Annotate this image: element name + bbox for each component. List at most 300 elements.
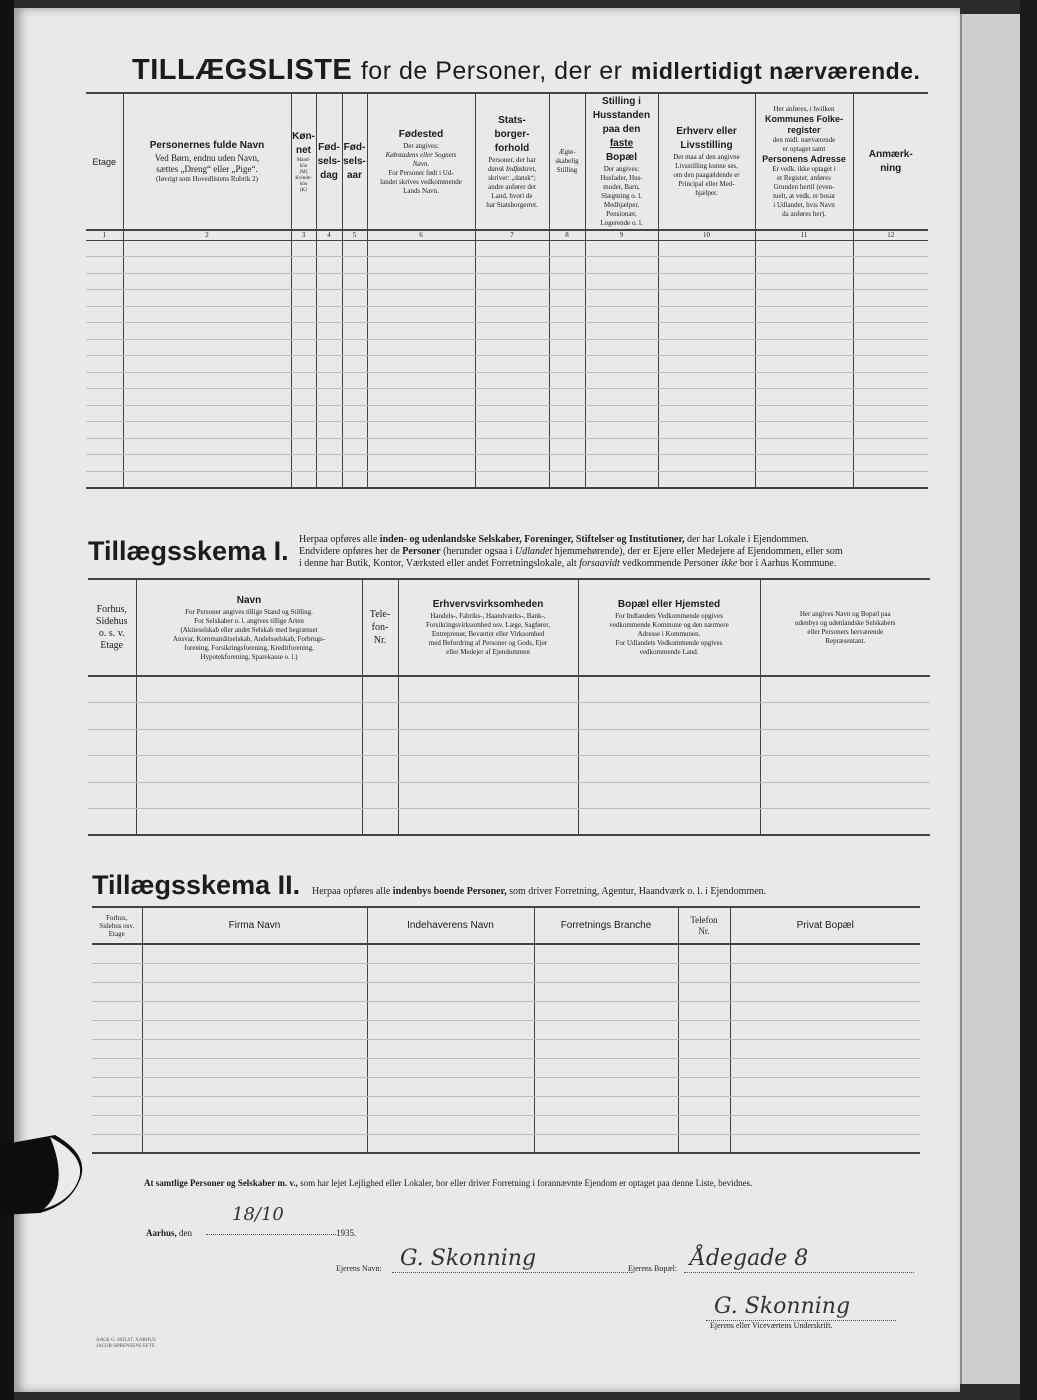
main-table-cell — [86, 290, 123, 307]
main-table-cell — [342, 372, 367, 389]
main-table-cell — [853, 306, 928, 323]
main-table-cell — [342, 240, 367, 257]
main-table-cell — [585, 339, 658, 356]
skema1-table-cell — [760, 809, 930, 836]
main-table-cell — [853, 273, 928, 290]
skema2-table-row — [92, 1020, 920, 1039]
col-birthyear: Fød- sels- aar — [342, 94, 367, 230]
main-table-cell — [342, 422, 367, 439]
skema1-table-cell — [398, 703, 578, 730]
skema2-table-cell — [142, 1001, 367, 1020]
main-table-cell — [367, 257, 475, 274]
main-table-cell — [123, 290, 291, 307]
main-table-cell — [291, 372, 316, 389]
skema1-table-cell — [136, 703, 362, 730]
skema2-table-cell — [92, 1134, 142, 1153]
main-table-cell — [475, 389, 549, 406]
main-table-cell — [342, 471, 367, 488]
main-table-cell — [367, 405, 475, 422]
col-birthplace: Fødested Der angives: Købstadens eller Sognets Navn. For Personer født i Ud- landet skrives vedkommende Lands Navn. — [367, 94, 475, 230]
skema2-table-cell — [367, 1134, 534, 1153]
skema2-table-cell — [730, 1096, 920, 1115]
binder-clip-icon — [0, 1135, 90, 1215]
col-gender: Køn- net Mand- kön (M) Kvinde- kön (K) — [291, 94, 316, 230]
main-table-cell — [316, 405, 342, 422]
main-table-cell — [853, 290, 928, 307]
main-table-cell — [853, 240, 928, 257]
main-table-cell — [658, 356, 755, 373]
main-table-cell — [585, 422, 658, 439]
main-table-row — [86, 356, 928, 373]
main-table-cell — [316, 257, 342, 274]
skema2-table-cell — [730, 1039, 920, 1058]
main-table-cell — [86, 356, 123, 373]
main-table-cell — [86, 405, 123, 422]
skema2-table-cell — [92, 1058, 142, 1077]
main-table-cell — [342, 257, 367, 274]
skema2-table-cell — [730, 1058, 920, 1077]
main-table-cell — [86, 240, 123, 257]
main-table-cell — [755, 257, 853, 274]
col-register: Her anføres, i hvilken Kommunes Folke- register den midl. nærværende er optaget samt Personens Adresse Er vedk. ikke optaget i et Register, anføres Grunden hertil (even- tuelt, at vedk. er bosat i Udlandet, hvis Navn da anføres her). — [755, 94, 853, 230]
skema2-table-cell — [92, 1020, 142, 1039]
main-table-cell — [853, 389, 928, 406]
main-table-row — [86, 290, 928, 307]
skema1-table-body — [88, 676, 930, 835]
main-table-cell — [342, 455, 367, 472]
main-table-cell — [475, 372, 549, 389]
main-table-cell — [549, 438, 585, 455]
main-table-cell — [475, 455, 549, 472]
skema1-table-cell — [760, 756, 930, 783]
main-table-row — [86, 372, 928, 389]
skema2-table-cell — [730, 1020, 920, 1039]
col-citizenship: Stats- borger- forhold Personer, der har dansk Indfødsret, skriver: „dansk“; andre anfører det Land, hvori de har Statsborgerret. — [475, 94, 549, 230]
owner-name-handwritten: G. Skonning — [400, 1246, 537, 1271]
main-table-cell — [123, 306, 291, 323]
skema1-table — [88, 580, 930, 836]
skema2-table-cell — [367, 963, 534, 982]
main-table-cell — [367, 306, 475, 323]
signature-handwritten: G. Skonning — [714, 1294, 851, 1319]
skema1-table-cell — [578, 809, 760, 836]
main-table-cell — [342, 306, 367, 323]
main-table-cell — [291, 356, 316, 373]
skema1-table-cell — [362, 809, 398, 836]
skema1-table-cell — [398, 676, 578, 703]
s2-col-floor: Forhus, Sidehus osv. Etage — [92, 908, 142, 944]
skema2-table-cell — [142, 1115, 367, 1134]
main-table-cell — [123, 273, 291, 290]
main-table-cell — [658, 306, 755, 323]
skema2-table-cell — [730, 1134, 920, 1153]
skema2-table-cell — [534, 1115, 678, 1134]
skema1-table-cell — [578, 782, 760, 809]
main-table-cell — [291, 422, 316, 439]
main-table-row — [86, 405, 928, 422]
skema2-table-cell — [678, 963, 730, 982]
main-table-cell — [853, 323, 928, 340]
main-table — [86, 94, 928, 489]
main-table-cell — [86, 323, 123, 340]
main-table-cell — [316, 372, 342, 389]
main-table-cell — [367, 422, 475, 439]
skema1-table-cell — [362, 756, 398, 783]
skema2-table-cell — [367, 1096, 534, 1115]
main-table-cell — [658, 405, 755, 422]
main-table-cell — [585, 240, 658, 257]
skema2-table-cell — [678, 944, 730, 963]
main-table-cell — [755, 273, 853, 290]
main-table-row — [86, 257, 928, 274]
main-table-cell — [755, 323, 853, 340]
skema2-description: Herpaa opføres alle indenbys boende Personer, som driver Forretning, Agentur, Haandværk o. l. i Ejendommen. — [312, 886, 767, 897]
main-table-cell — [755, 405, 853, 422]
main-table-cell — [342, 389, 367, 406]
main-table-cell — [755, 339, 853, 356]
main-table-cell — [316, 273, 342, 290]
main-table-cell — [316, 356, 342, 373]
main-table-cell — [316, 438, 342, 455]
main-table-cell — [475, 306, 549, 323]
main-table-cell — [585, 438, 658, 455]
main-table-cell — [123, 323, 291, 340]
main-table-row — [86, 273, 928, 290]
skema2-table-row — [92, 1096, 920, 1115]
skema2-table-cell — [534, 982, 678, 1001]
skema2-table-cell — [678, 1134, 730, 1153]
skema2-table-cell — [92, 1115, 142, 1134]
skema2-table-body — [92, 944, 920, 1153]
skema1-table-cell — [760, 676, 930, 703]
main-table-cell — [123, 356, 291, 373]
main-table-cell — [291, 389, 316, 406]
skema2-table-cell — [678, 1096, 730, 1115]
main-table-row — [86, 438, 928, 455]
main-table-body — [86, 240, 928, 488]
skema2-table-cell — [730, 944, 920, 963]
skema2-table-cell — [367, 1039, 534, 1058]
skema2-title: Tillægsskema II. — [92, 870, 301, 900]
main-table-cell — [123, 471, 291, 488]
year: 1935. — [336, 1228, 357, 1238]
skema2-table-cell — [534, 1077, 678, 1096]
skema2-table-cell — [142, 982, 367, 1001]
s1-col-phone: Tele- fon- Nr. — [362, 580, 398, 676]
skema1-table-cell — [398, 809, 578, 836]
main-table-cell — [123, 455, 291, 472]
skema2-table-cell — [730, 1001, 920, 1020]
main-table-cell — [658, 273, 755, 290]
skema1-table-cell — [88, 756, 136, 783]
title-semi: midlertidigt nærværende. — [631, 58, 921, 84]
skema2-table-cell — [534, 1058, 678, 1077]
main-table-cell — [291, 438, 316, 455]
skema2-table-cell — [142, 1039, 367, 1058]
skema2-table-cell — [678, 1020, 730, 1039]
den-label: den — [179, 1228, 193, 1238]
skema1-table-cell — [136, 676, 362, 703]
main-table-row — [86, 471, 928, 488]
skema1-table-cell — [362, 729, 398, 756]
skema1-table-cell — [136, 729, 362, 756]
main-table-cell — [291, 455, 316, 472]
skema1-table-cell — [760, 729, 930, 756]
main-table-cell — [367, 323, 475, 340]
main-table-cell — [585, 273, 658, 290]
main-table-cell — [475, 405, 549, 422]
main-table-cell — [367, 455, 475, 472]
main-table-cell — [291, 306, 316, 323]
main-table-cell — [342, 290, 367, 307]
main-table-cell — [475, 471, 549, 488]
col-name: Personernes fulde Navn Ved Børn, endnu uden Navn, sættes „Dreng“ eller „Pige“. (Iøvrigt som Hovedlistens Rubrik 2) — [123, 94, 291, 230]
main-table-row — [86, 455, 928, 472]
skema1-table-cell — [88, 676, 136, 703]
skema2-table — [92, 908, 920, 1154]
main-table-cell — [549, 339, 585, 356]
s1-col-business: Erhvervsvirksomheden Handels-, Fabriks-, Haandværks-, Bank-, Forsikringsvirksomhed osv. Læge, Sagfører, Entreprenør, Beværter eller Virksomhed med Befordring af Personer og Gods, Ejer eller Medejer af Ejendommen — [398, 580, 578, 676]
main-table-cell — [549, 240, 585, 257]
skema2-table-cell — [534, 963, 678, 982]
skema1-table-cell — [136, 782, 362, 809]
skema1-table-cell — [398, 729, 578, 756]
skema1-table-cell — [578, 729, 760, 756]
skema2-table-cell — [92, 1077, 142, 1096]
main-table-cell — [853, 422, 928, 439]
main-table-cell — [658, 471, 755, 488]
main-table-cell — [658, 290, 755, 307]
main-table-cell — [342, 405, 367, 422]
date-line — [146, 1228, 192, 1238]
skema1-table-cell — [136, 756, 362, 783]
main-table-cell — [475, 422, 549, 439]
skema2-table-cell — [678, 1115, 730, 1134]
main-table-cell — [291, 240, 316, 257]
main-table-cell — [755, 438, 853, 455]
skema2-table-cell — [142, 1058, 367, 1077]
main-table-cell — [86, 471, 123, 488]
main-table-cell — [291, 323, 316, 340]
main-table-cell — [367, 389, 475, 406]
main-table-cell — [342, 323, 367, 340]
skema2-table-cell — [730, 963, 920, 982]
skema2-table-cell — [367, 1077, 534, 1096]
main-header-row — [86, 94, 928, 230]
main-number-row: 1 2 3 4 5 6 7 8 9 10 11 12 — [86, 230, 928, 240]
main-table-cell — [316, 306, 342, 323]
main-table-cell — [86, 438, 123, 455]
main-table-cell — [475, 290, 549, 307]
main-table-row — [86, 389, 928, 406]
main-table-cell — [755, 306, 853, 323]
main-table-cell — [549, 372, 585, 389]
main-table-cell — [549, 356, 585, 373]
date-handwritten: 18/10 — [232, 1204, 284, 1225]
main-table-cell — [755, 389, 853, 406]
col-birthday: Fød- sels- dag — [316, 94, 342, 230]
main-table-cell — [316, 339, 342, 356]
owner-name-label: Ejerens Navn: — [336, 1264, 382, 1273]
main-table-cell — [549, 455, 585, 472]
main-table-cell — [86, 389, 123, 406]
skema2-table-row — [92, 944, 920, 963]
main-table-cell — [316, 422, 342, 439]
col-remarks: Anmærk- ning — [853, 94, 928, 230]
col-occupation: Erhverv eller Livsstilling Det maa af den angivne Livsstilling kunne ses, om den paagældende er Principal eller Med- hjælper. — [658, 94, 755, 230]
skema1-table-row — [88, 782, 930, 809]
main-table-cell — [658, 339, 755, 356]
main-table-cell — [549, 471, 585, 488]
main-table-cell — [585, 455, 658, 472]
main-table-cell — [342, 339, 367, 356]
main-table-cell — [585, 306, 658, 323]
skema1-table-cell — [88, 809, 136, 836]
skema2-table-cell — [142, 1134, 367, 1153]
main-table-cell — [342, 356, 367, 373]
skema1-table-cell — [398, 756, 578, 783]
skema2-table-cell — [367, 982, 534, 1001]
skema1-table-row — [88, 676, 930, 703]
skema1-description: Herpaa opføres alle inden- og udenlandske Selskaber, Foreninger, Stiftelser og Institutioner, der har Lokale i Ejendommen. Endvidere opføres her de Personer (herunder ogsaa i Udlandet hjemmehørende), der er Ejere eller Medejere af Ejendommen, eller som i denne har Butik, Kontor, Værksted eller andet Forretningslokale, alt forsaavidt vedkommende Personer ikke bor i Aarhus Kommune. — [299, 534, 843, 569]
main-table-cell — [658, 372, 755, 389]
main-table-cell — [658, 323, 755, 340]
col-marital: Ægte- skabelig Stilling — [549, 94, 585, 230]
main-table-cell — [755, 240, 853, 257]
main-table-cell — [549, 405, 585, 422]
skema2-table-cell — [367, 1020, 534, 1039]
main-table-cell — [316, 471, 342, 488]
main-table-cell — [475, 240, 549, 257]
main-table-cell — [86, 257, 123, 274]
skema1-table-cell — [578, 676, 760, 703]
s2-col-firm: Firma Navn — [142, 908, 367, 944]
skema2-table-cell — [678, 1077, 730, 1096]
main-table-cell — [853, 257, 928, 274]
main-table-cell — [86, 273, 123, 290]
main-table-cell — [86, 455, 123, 472]
s2-col-owner: Indehaverens Navn — [367, 908, 534, 944]
main-table-cell — [585, 471, 658, 488]
col-etage: Etage — [86, 94, 123, 230]
main-table-cell — [316, 389, 342, 406]
skema2-table-row — [92, 1058, 920, 1077]
main-table-cell — [585, 290, 658, 307]
main-table-cell — [853, 471, 928, 488]
main-table-cell — [367, 290, 475, 307]
main-table-cell — [755, 290, 853, 307]
main-table-cell — [291, 257, 316, 274]
owner-address-label: Ejerens Bopæl: — [628, 1264, 678, 1273]
main-table-cell — [475, 323, 549, 340]
next-page-edge — [960, 14, 1022, 1384]
s2-col-phone: Telefon Nr. — [678, 908, 730, 944]
main-table-cell — [316, 240, 342, 257]
owner-name-line — [392, 1272, 632, 1273]
main-table-cell — [475, 356, 549, 373]
main-table-cell — [123, 405, 291, 422]
skema1-table-cell — [362, 782, 398, 809]
main-table-cell — [291, 273, 316, 290]
main-table-cell — [658, 455, 755, 472]
main-table-cell — [291, 339, 316, 356]
col-household-position: Stilling i Husstanden paa den faste Bopæl Der angives: Husfader, Hus- moder, Barn, Slægtning o. l. Medhjælper, Pensionær, Logerende o. l. — [585, 94, 658, 230]
skema2-table-cell — [730, 982, 920, 1001]
skema2-table-cell — [92, 1096, 142, 1115]
main-table-cell — [549, 273, 585, 290]
main-table-cell — [549, 306, 585, 323]
skema2-header-row — [92, 908, 920, 944]
skema2-table-cell — [730, 1115, 920, 1134]
skema1-table-cell — [578, 703, 760, 730]
skema2-table-row — [92, 1039, 920, 1058]
skema2-table-row — [92, 982, 920, 1001]
skema2-table-cell — [534, 1134, 678, 1153]
s2-col-branch: Forretnings Branche — [534, 908, 678, 944]
skema2-table-cell — [92, 1001, 142, 1020]
owner-address-line — [684, 1272, 914, 1273]
main-table-cell — [342, 438, 367, 455]
skema2-table-cell — [678, 1058, 730, 1077]
main-table-cell — [755, 471, 853, 488]
skema1-table-row — [88, 809, 930, 836]
skema2-table-row — [92, 1115, 920, 1134]
main-table-cell — [86, 372, 123, 389]
main-table-cell — [585, 323, 658, 340]
s1-col-residence: Bopæl eller Hjemsted For Indlandets Vedkommende opgives vedkommende Kommune og den nærmere Adresse i Kommunen. For Udlandets Vedkommende opgives vedkommende Land. — [578, 580, 760, 676]
skema1-table-cell — [760, 782, 930, 809]
printer-mark: AAGE G. HOLST, AARHUS JACOB SØRENSENS EFTF. — [96, 1338, 156, 1349]
skema2-table-cell — [534, 1001, 678, 1020]
main-table-cell — [585, 405, 658, 422]
date-field-line — [206, 1234, 336, 1235]
main-table-cell — [123, 389, 291, 406]
skema2-table-cell — [92, 944, 142, 963]
signature-label: Ejerens eller Viceværtens Underskrift. — [710, 1321, 833, 1330]
main-table-cell — [316, 455, 342, 472]
main-table-cell — [585, 372, 658, 389]
main-table-cell — [86, 306, 123, 323]
main-table-cell — [853, 356, 928, 373]
skema1-table-row — [88, 729, 930, 756]
main-table-row — [86, 339, 928, 356]
skema1-table-cell — [88, 729, 136, 756]
skema2-table-row — [92, 1001, 920, 1020]
main-table-cell — [123, 240, 291, 257]
main-table-cell — [367, 471, 475, 488]
skema2-table-cell — [678, 982, 730, 1001]
main-table-cell — [853, 339, 928, 356]
main-table-cell — [549, 290, 585, 307]
main-table-cell — [755, 372, 853, 389]
title-light: for de Personer, der er — [360, 57, 623, 85]
skema1-table-cell — [88, 703, 136, 730]
main-table-cell — [585, 356, 658, 373]
skema2-table-cell — [367, 1001, 534, 1020]
main-table-cell — [475, 273, 549, 290]
skema2-table-cell — [92, 1039, 142, 1058]
skema2-table-cell — [142, 1096, 367, 1115]
skema1-table-cell — [362, 676, 398, 703]
skema2-table-row — [92, 1077, 920, 1096]
main-table-row — [86, 422, 928, 439]
skema2-table-cell — [92, 963, 142, 982]
s1-col-floor: Forhus, Sidehus o. s. v. Etage — [88, 580, 136, 676]
skema2-table-cell — [142, 963, 367, 982]
main-table-cell — [123, 257, 291, 274]
skema2-table-cell — [534, 1020, 678, 1039]
main-table-cell — [367, 339, 475, 356]
